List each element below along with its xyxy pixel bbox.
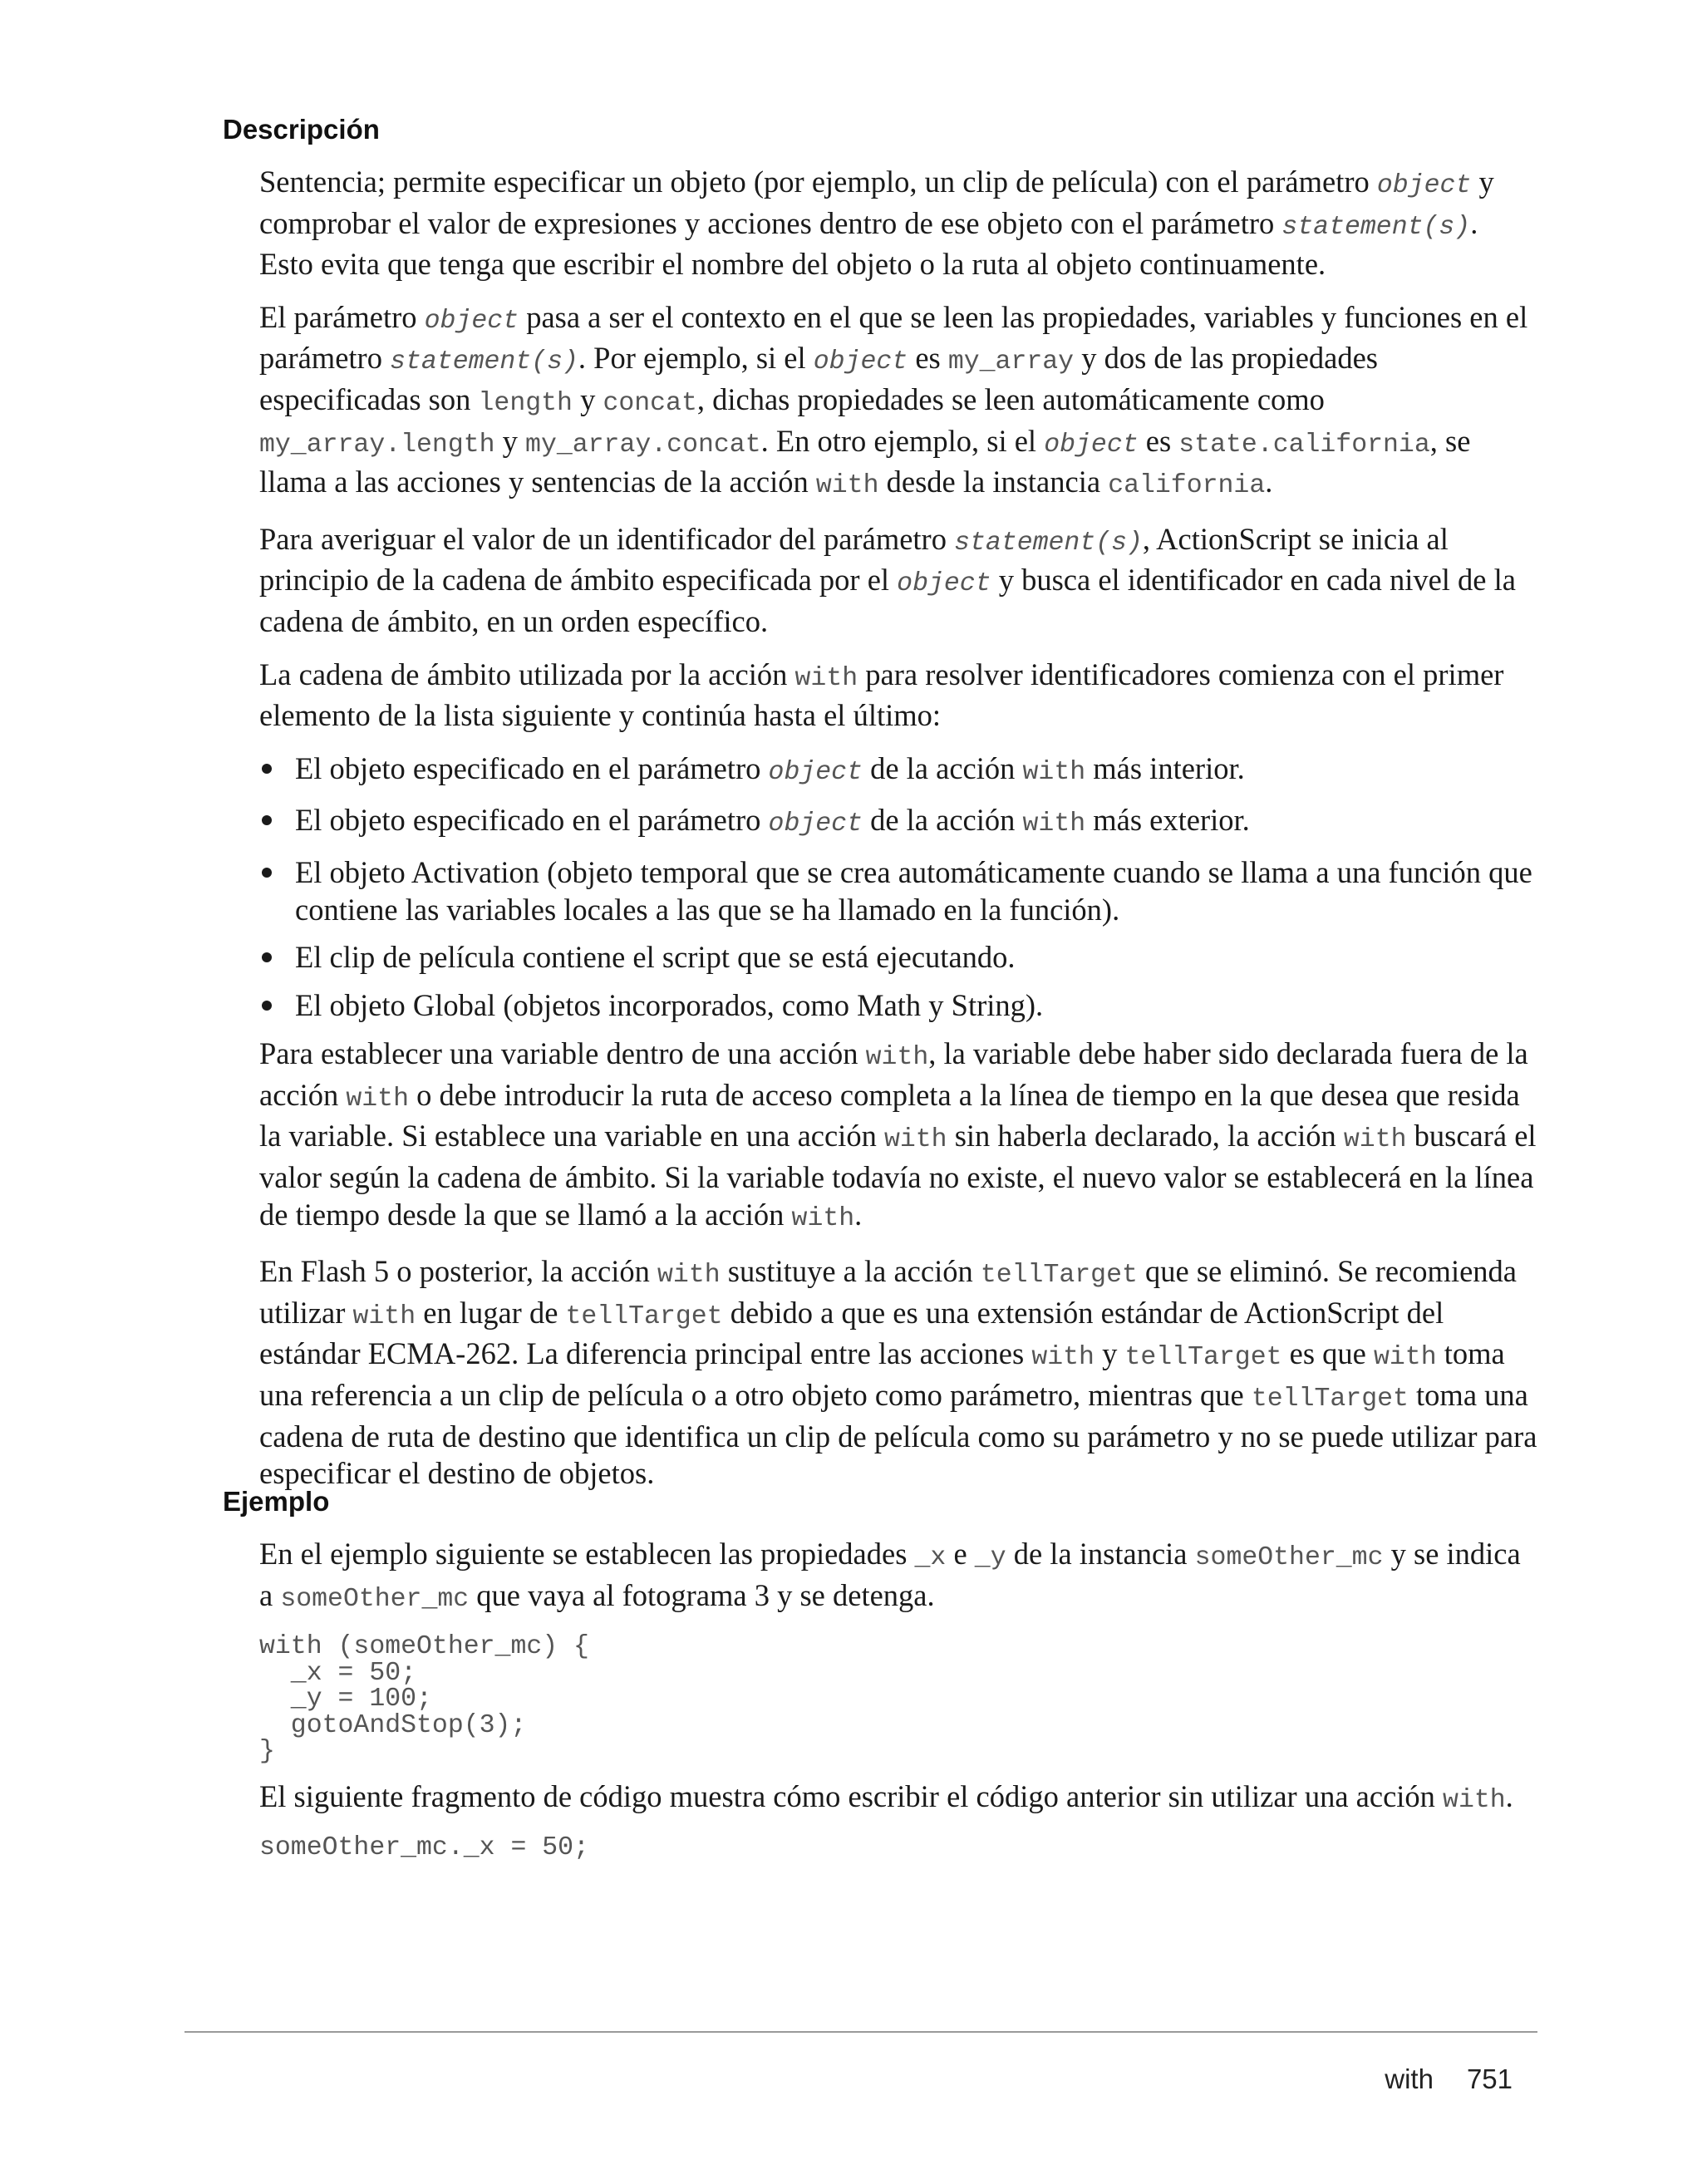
paragraph: En Flash 5 o posterior, la acción with sustituye a la acción tellTarget que se eliminó. Se recomienda utilizar with en lugar de tellTarget debido a que es una extensión estándar de ActionScript del estándar ECMA-262. La diferencia principal entre las acciones with y tellTarget es que with toma una referencia a un clip de película o a otro objeto como parámetro, mientras que tellTarget toma una cadena de ruta de destino que identifica un clip de película como su parámetro y no se puede utilizar para especificar el destino de objetos.: [259, 1254, 1537, 1491]
code-term: _y: [974, 1543, 1006, 1572]
code-term: my_array.concat: [525, 430, 761, 460]
code-term: with: [352, 1301, 416, 1331]
paragraph: La cadena de ámbito utilizada por la acción with para resolver identificadores comienza con el primer elemento de la lista siguiente y continúa hasta el último:: [259, 657, 1504, 733]
code-term: state.california: [1178, 430, 1430, 460]
paragraph: El siguiente fragmento de código muestra cómo escribir el código anterior sin utilizar una acción with.: [259, 1778, 1513, 1815]
scope-chain-list: [259, 750, 1539, 1025]
code-term: statement(s): [1281, 212, 1471, 242]
heading-ejemplo: Ejemplo: [223, 1486, 330, 1517]
code-term: with: [1443, 1785, 1506, 1815]
ejemplo-body: [259, 1536, 1539, 1875]
code-term: tellTarget: [565, 1301, 723, 1331]
code-term: object: [1376, 171, 1472, 200]
paragraph: En el ejemplo siguiente se establecen las propiedades _x e _y de la instancia someOther_mc y se indica a someOther_mc que vaya al fotograma 3 y se detenga.: [259, 1537, 1521, 1614]
code-term: tellTarget: [980, 1261, 1138, 1291]
code-term: object: [813, 347, 908, 377]
code-term: with: [883, 1125, 947, 1155]
code-term: length: [478, 388, 573, 418]
code-term: object: [424, 306, 519, 336]
code-term: someOther_mc: [280, 1584, 470, 1614]
heading-descripcion: Descripción: [223, 114, 380, 145]
code-term: statement(s): [390, 347, 578, 377]
code-term: with: [1031, 1343, 1094, 1373]
code-term: with: [1022, 757, 1086, 787]
code-term: someOther_mc: [1194, 1543, 1384, 1572]
code-term: with: [865, 1043, 929, 1073]
code-term: statement(s): [954, 528, 1143, 558]
code-block: someOther_mc._x = 50;: [259, 1833, 589, 1863]
list-item: El objeto Global (objetos incorporados, como Math y String).: [259, 987, 1539, 1025]
code-term: with: [794, 663, 858, 693]
code-term: object: [897, 569, 991, 599]
code-term: with: [791, 1203, 855, 1233]
code-term: with: [1373, 1343, 1437, 1373]
code-term: my_array.length: [259, 430, 495, 460]
code-term: with: [1022, 809, 1086, 839]
code-term: with: [657, 1261, 721, 1291]
code-term: tellTarget: [1124, 1343, 1282, 1373]
list-item: El objeto Activation (objeto temporal que se crea automáticamente cuando se llama a una función que contiene las variables locales a las que se ha llamado en la función).: [259, 854, 1539, 928]
code-term: _x: [914, 1543, 947, 1572]
code-term: my_array: [947, 347, 1075, 377]
code-block: with (someOther_mc) { _x = 50; _y = 100; gotoAndStop(3); }: [259, 1632, 589, 1767]
code-term: with: [1343, 1125, 1407, 1155]
code-term: with: [815, 471, 879, 501]
page-number: 751: [1466, 2063, 1513, 2094]
page-footer: [1385, 2063, 1513, 2096]
code-term: object: [768, 757, 863, 787]
descripcion-body: [259, 164, 1539, 1508]
list-item: El objeto especificado en el parámetro object de la acción with más exterior.: [259, 802, 1539, 844]
code-term: object: [768, 809, 863, 839]
list-item: El objeto especificado en el parámetro object de la acción with más interior.: [259, 750, 1539, 792]
paragraph: Para averiguar el valor de un identificador del parámetro statement(s), ActionScript se inicia al principio de la cadena de ámbito especificada por el object y busca el identificador en cada nivel de la cadena de ámbito, en un orden específico.: [259, 521, 1516, 638]
code-term: with: [346, 1084, 409, 1114]
code-term: concat: [603, 388, 697, 418]
code-term: california: [1108, 471, 1266, 501]
footer-section-title: with: [1385, 2063, 1434, 2094]
code-term: tellTarget: [1251, 1385, 1409, 1414]
paragraph: El parámetro object pasa a ser el contexto en el que se leen las propiedades, variables y funciones en el parámetro statement(s). Por ejemplo, si el object es my_array y dos de las propiedades especificadas son length y concat, dichas propiedades se leen automáticamente como my_array.length y my_array.concat. En otro ejemplo, si el object es state.california, se llama a las acciones y sentencias de la acción with desde la instancia california.: [259, 299, 1528, 501]
paragraph: Sentencia; permite especificar un objeto (por ejemplo, un clip de película) con el parámetro object y comprobar el valor de expresiones y acciones dentro de ese objeto con el parámetro statement(s). Esto evita que tenga que escribir el nombre del objeto o la ruta al objeto continuamente.: [259, 165, 1494, 282]
footer-rule: [184, 2031, 1537, 2033]
list-item: El clip de película contiene el script que se está ejecutando.: [259, 939, 1539, 976]
paragraph: Para establecer una variable dentro de una acción with, la variable debe haber sido declarada fuera de la acción with o debe introducir la ruta de acceso completa a la línea de tiempo en la que desea que resida la variable. Si establece una variable en una acción with sin haberla declarado, la acción with buscará el valor según la cadena de ámbito. Si la variable todavía no existe, el nuevo valor se establecerá en la línea de tiempo desde la que se llamó a la acción with.: [259, 1036, 1537, 1233]
code-term: object: [1044, 430, 1139, 460]
